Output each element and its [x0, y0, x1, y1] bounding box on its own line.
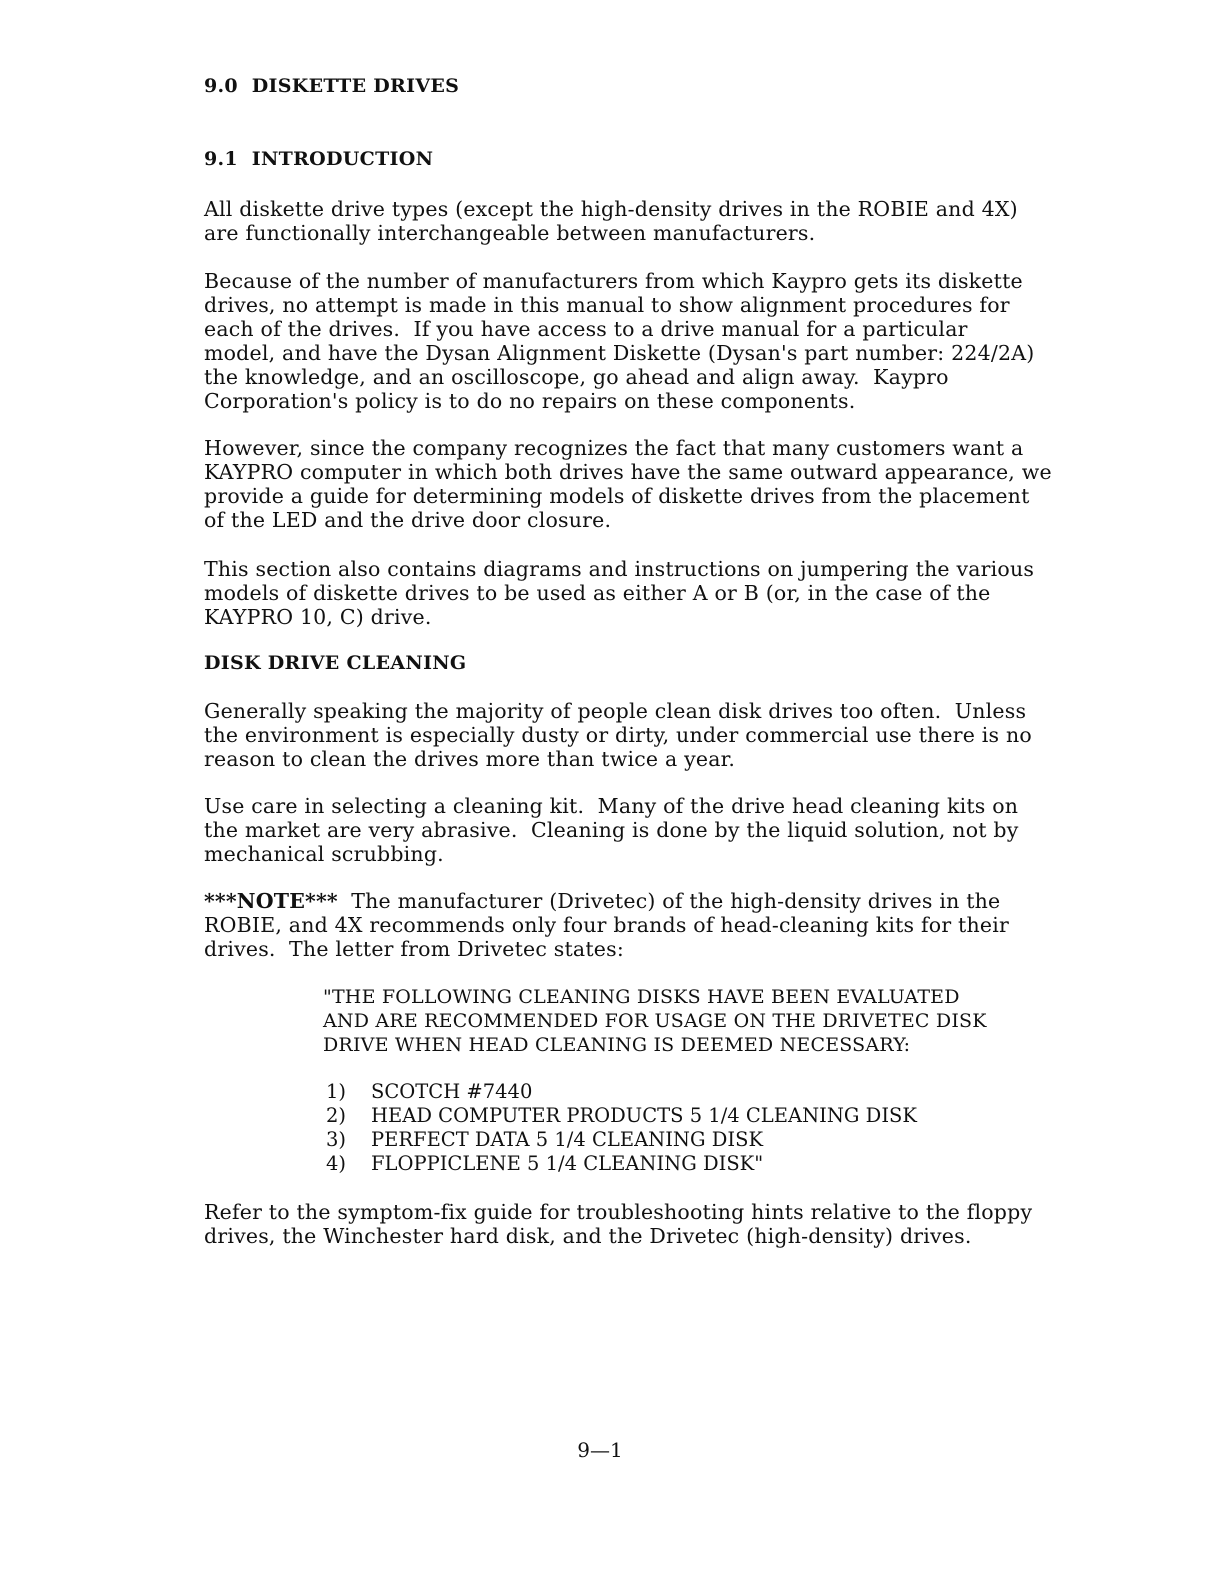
intro-paragraph-3 — [204, 436, 1164, 532]
drivetec-quote — [323, 985, 1143, 1057]
list-item-text: SCOTCH #7440 — [371, 1080, 533, 1103]
quote-line: DRIVE WHEN HEAD CLEANING IS DEEMED NECESSARY: — [323, 1034, 911, 1056]
text-line: drives. The letter from Drivetec states: — [204, 937, 624, 961]
section-heading — [204, 74, 1164, 98]
text-line: Generally speaking the majority of people clean disk drives too often. Unless — [204, 699, 1027, 723]
text-line: model, and have the Dysan Alignment Diskette (Dysan's part number: 224/2A) — [204, 341, 1035, 365]
list-item — [326, 1152, 1146, 1176]
cleaning-heading — [204, 651, 1164, 675]
text-line: reason to clean the drives more than twice a year. — [204, 747, 736, 771]
quote-line: AND ARE RECOMMENDED FOR USAGE ON THE DRIVETEC DISK — [323, 1010, 987, 1032]
text-line: the market are very abrasive. Cleaning is done by the liquid solution, not by — [204, 818, 1019, 842]
list-item — [326, 1104, 1146, 1128]
cleaning-paragraph-3 — [204, 1200, 1164, 1248]
cleaning-title: DISK DRIVE CLEANING — [204, 652, 467, 674]
text-line: ROBIE, and 4X recommends only four brands of head-cleaning kits for their — [204, 913, 1009, 937]
text-line: drives, the Winchester hard disk, and the Drivetec (high-density) drives. — [204, 1224, 972, 1248]
text-line: This section also contains diagrams and instructions on jumpering the various — [204, 557, 1035, 581]
note-text: The manufacturer (Drivetec) of the high-density drives in the — [337, 889, 1001, 913]
list-item — [326, 1128, 1146, 1152]
intro-heading — [204, 147, 1164, 171]
text-line: models of diskette drives to be used as either A or B (or, in the case of the — [204, 581, 991, 605]
list-item-number: 1) — [326, 1080, 347, 1103]
note-tag: ***NOTE*** — [204, 889, 338, 913]
cleaning-disk-list — [326, 1080, 1146, 1176]
text-line: each of the drives. If you have access to a drive manual for a particular — [204, 317, 968, 341]
intro-paragraph-4 — [204, 557, 1164, 629]
intro-title: 9.1 INTRODUCTION — [204, 148, 434, 170]
list-item-number: 2) — [326, 1104, 347, 1127]
text-line: KAYPRO computer in which both drives have the same outward appearance, we — [204, 460, 1052, 484]
quote-line: "THE FOLLOWING CLEANING DISKS HAVE BEEN EVALUATED — [323, 986, 960, 1008]
intro-paragraph-2 — [204, 269, 1164, 413]
text-line — [204, 889, 1164, 913]
list-item-number: 4) — [326, 1152, 347, 1175]
list-item-text: HEAD COMPUTER PRODUCTS 5 1/4 CLEANING DISK — [371, 1104, 917, 1127]
list-item — [326, 1080, 1146, 1104]
cleaning-paragraph-2 — [204, 794, 1164, 866]
list-item-number: 3) — [326, 1128, 347, 1151]
text-line: Because of the number of manufacturers from which Kaypro gets its diskette — [204, 269, 1023, 293]
text-line: KAYPRO 10, C) drive. — [204, 605, 432, 629]
text-line: the knowledge, and an oscilloscope, go ahead and align away. Kaypro — [204, 365, 949, 389]
text-line: are functionally interchangeable between manufacturers. — [204, 221, 816, 245]
text-line: All diskette drive types (except the high-density drives in the ROBIE and 4X) — [204, 197, 1018, 221]
text-line: However, since the company recognizes the fact that many customers want a — [204, 436, 1024, 460]
cleaning-paragraph-1 — [204, 699, 1164, 771]
text-line: of the LED and the drive door closure. — [204, 508, 612, 532]
note-paragraph — [204, 889, 1164, 961]
text-line: the environment is especially dusty or dirty, under commercial use there is no — [204, 723, 1032, 747]
intro-paragraph-1 — [204, 197, 1164, 245]
text-line: drives, no attempt is made in this manual to show alignment procedures for — [204, 293, 1010, 317]
list-item-text: FLOPPICLENE 5 1/4 CLEANING DISK" — [371, 1152, 764, 1175]
list-item-text: PERFECT DATA 5 1/4 CLEANING DISK — [371, 1128, 764, 1151]
page-number: 9—1 — [577, 1438, 623, 1462]
section-title: 9.0 DISKETTE DRIVES — [204, 75, 460, 97]
text-line: Use care in selecting a cleaning kit. Many of the drive head cleaning kits on — [204, 794, 1019, 818]
text-line: Corporation's policy is to do no repairs on these components. — [204, 389, 856, 413]
text-line: Refer to the symptom-fix guide for troubleshooting hints relative to the floppy — [204, 1200, 1033, 1224]
text-line: provide a guide for determining models of diskette drives from the placement — [204, 484, 1030, 508]
text-line: mechanical scrubbing. — [204, 842, 444, 866]
